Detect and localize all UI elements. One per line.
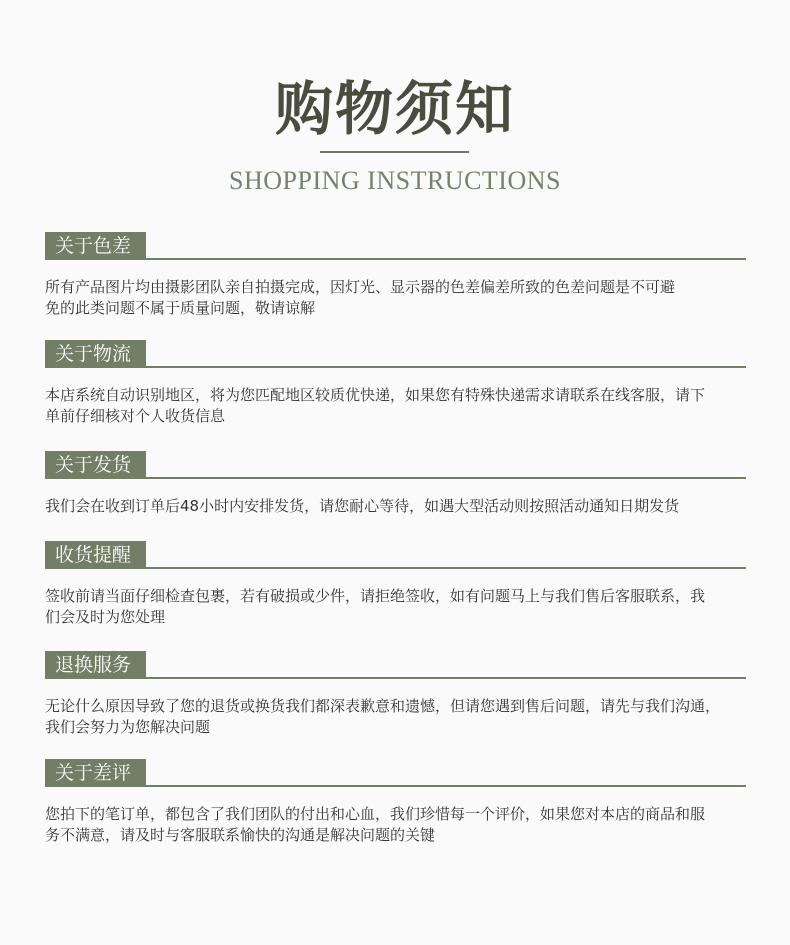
- section-label: 关于物流: [45, 340, 146, 368]
- text-line: 免的此类问题不属于质量问题，敬请谅解: [45, 299, 316, 317]
- section-header: [45, 541, 746, 571]
- section-divider: [45, 366, 746, 368]
- section-label: 收货提醒: [45, 541, 146, 569]
- section-header: [45, 651, 746, 681]
- section-label: 关于色差: [45, 232, 146, 260]
- section-text: [45, 804, 757, 846]
- text-line: 们会及时为您处理: [45, 608, 166, 626]
- page-title: 购物须知: [274, 75, 515, 143]
- page-subtitle: SHOPPING INSTRUCTIONS: [229, 166, 561, 195]
- text-line: 务不满意，请及时与客服联系愉快的沟通是解决问题的关键: [45, 826, 436, 844]
- section-label: 退换服务: [45, 651, 146, 679]
- section-divider: [45, 258, 746, 260]
- section-label: 关于差评: [45, 759, 146, 787]
- section-text: [45, 277, 757, 319]
- section-divider: [45, 677, 746, 679]
- section-header: [45, 340, 746, 370]
- text-line: 签收前请当面仔细检查包裹，若有破损或少件，请拒绝签收，如有问题马上与我们售后客服联系，我: [45, 587, 706, 605]
- title-divider: [320, 151, 469, 153]
- text-line: 单前仔细核对个人收货信息: [45, 407, 226, 425]
- text-line: 我们会努力为您解决问题: [45, 718, 211, 736]
- section-text: [45, 385, 757, 427]
- section-returns: [45, 651, 746, 738]
- text-line: 无论什么原因导致了您的退货或换货我们都深表歉意和遗憾，但请您遇到售后问题，请先与我们沟通，: [45, 697, 721, 715]
- section-divider: [45, 477, 746, 479]
- section-header: [45, 232, 746, 262]
- section-shipping: [45, 451, 746, 517]
- text-line: 所有产品图片均由摄影团队亲自拍摄完成，因灯光、显示器的色差偏差所致的色差问题是不可避: [45, 278, 676, 296]
- section-divider: [45, 567, 746, 569]
- section-text: [45, 496, 757, 517]
- section-header: [45, 759, 746, 789]
- section-label: 关于发货: [45, 451, 146, 479]
- section-text: [45, 586, 757, 628]
- section-color-difference: [45, 232, 746, 319]
- section-negative-reviews: [45, 759, 746, 846]
- text-line: 我们会在收到订单后48小时内安排发货，请您耐心等待，如遇大型活动则按照活动通知日期发货: [45, 497, 680, 515]
- section-divider: [45, 785, 746, 787]
- section-text: [45, 696, 757, 738]
- text-line: 您拍下的笔订单，都包含了我们团队的付出和心血，我们珍惜每一个评价，如果您对本店的商品和服: [45, 805, 706, 823]
- section-logistics: [45, 340, 746, 427]
- text-line: 本店系统自动识别地区，将为您匹配地区较质优快递，如果您有特殊快递需求请联系在线客服，请下: [45, 386, 706, 404]
- section-header: [45, 451, 746, 481]
- section-receipt-reminder: [45, 541, 746, 628]
